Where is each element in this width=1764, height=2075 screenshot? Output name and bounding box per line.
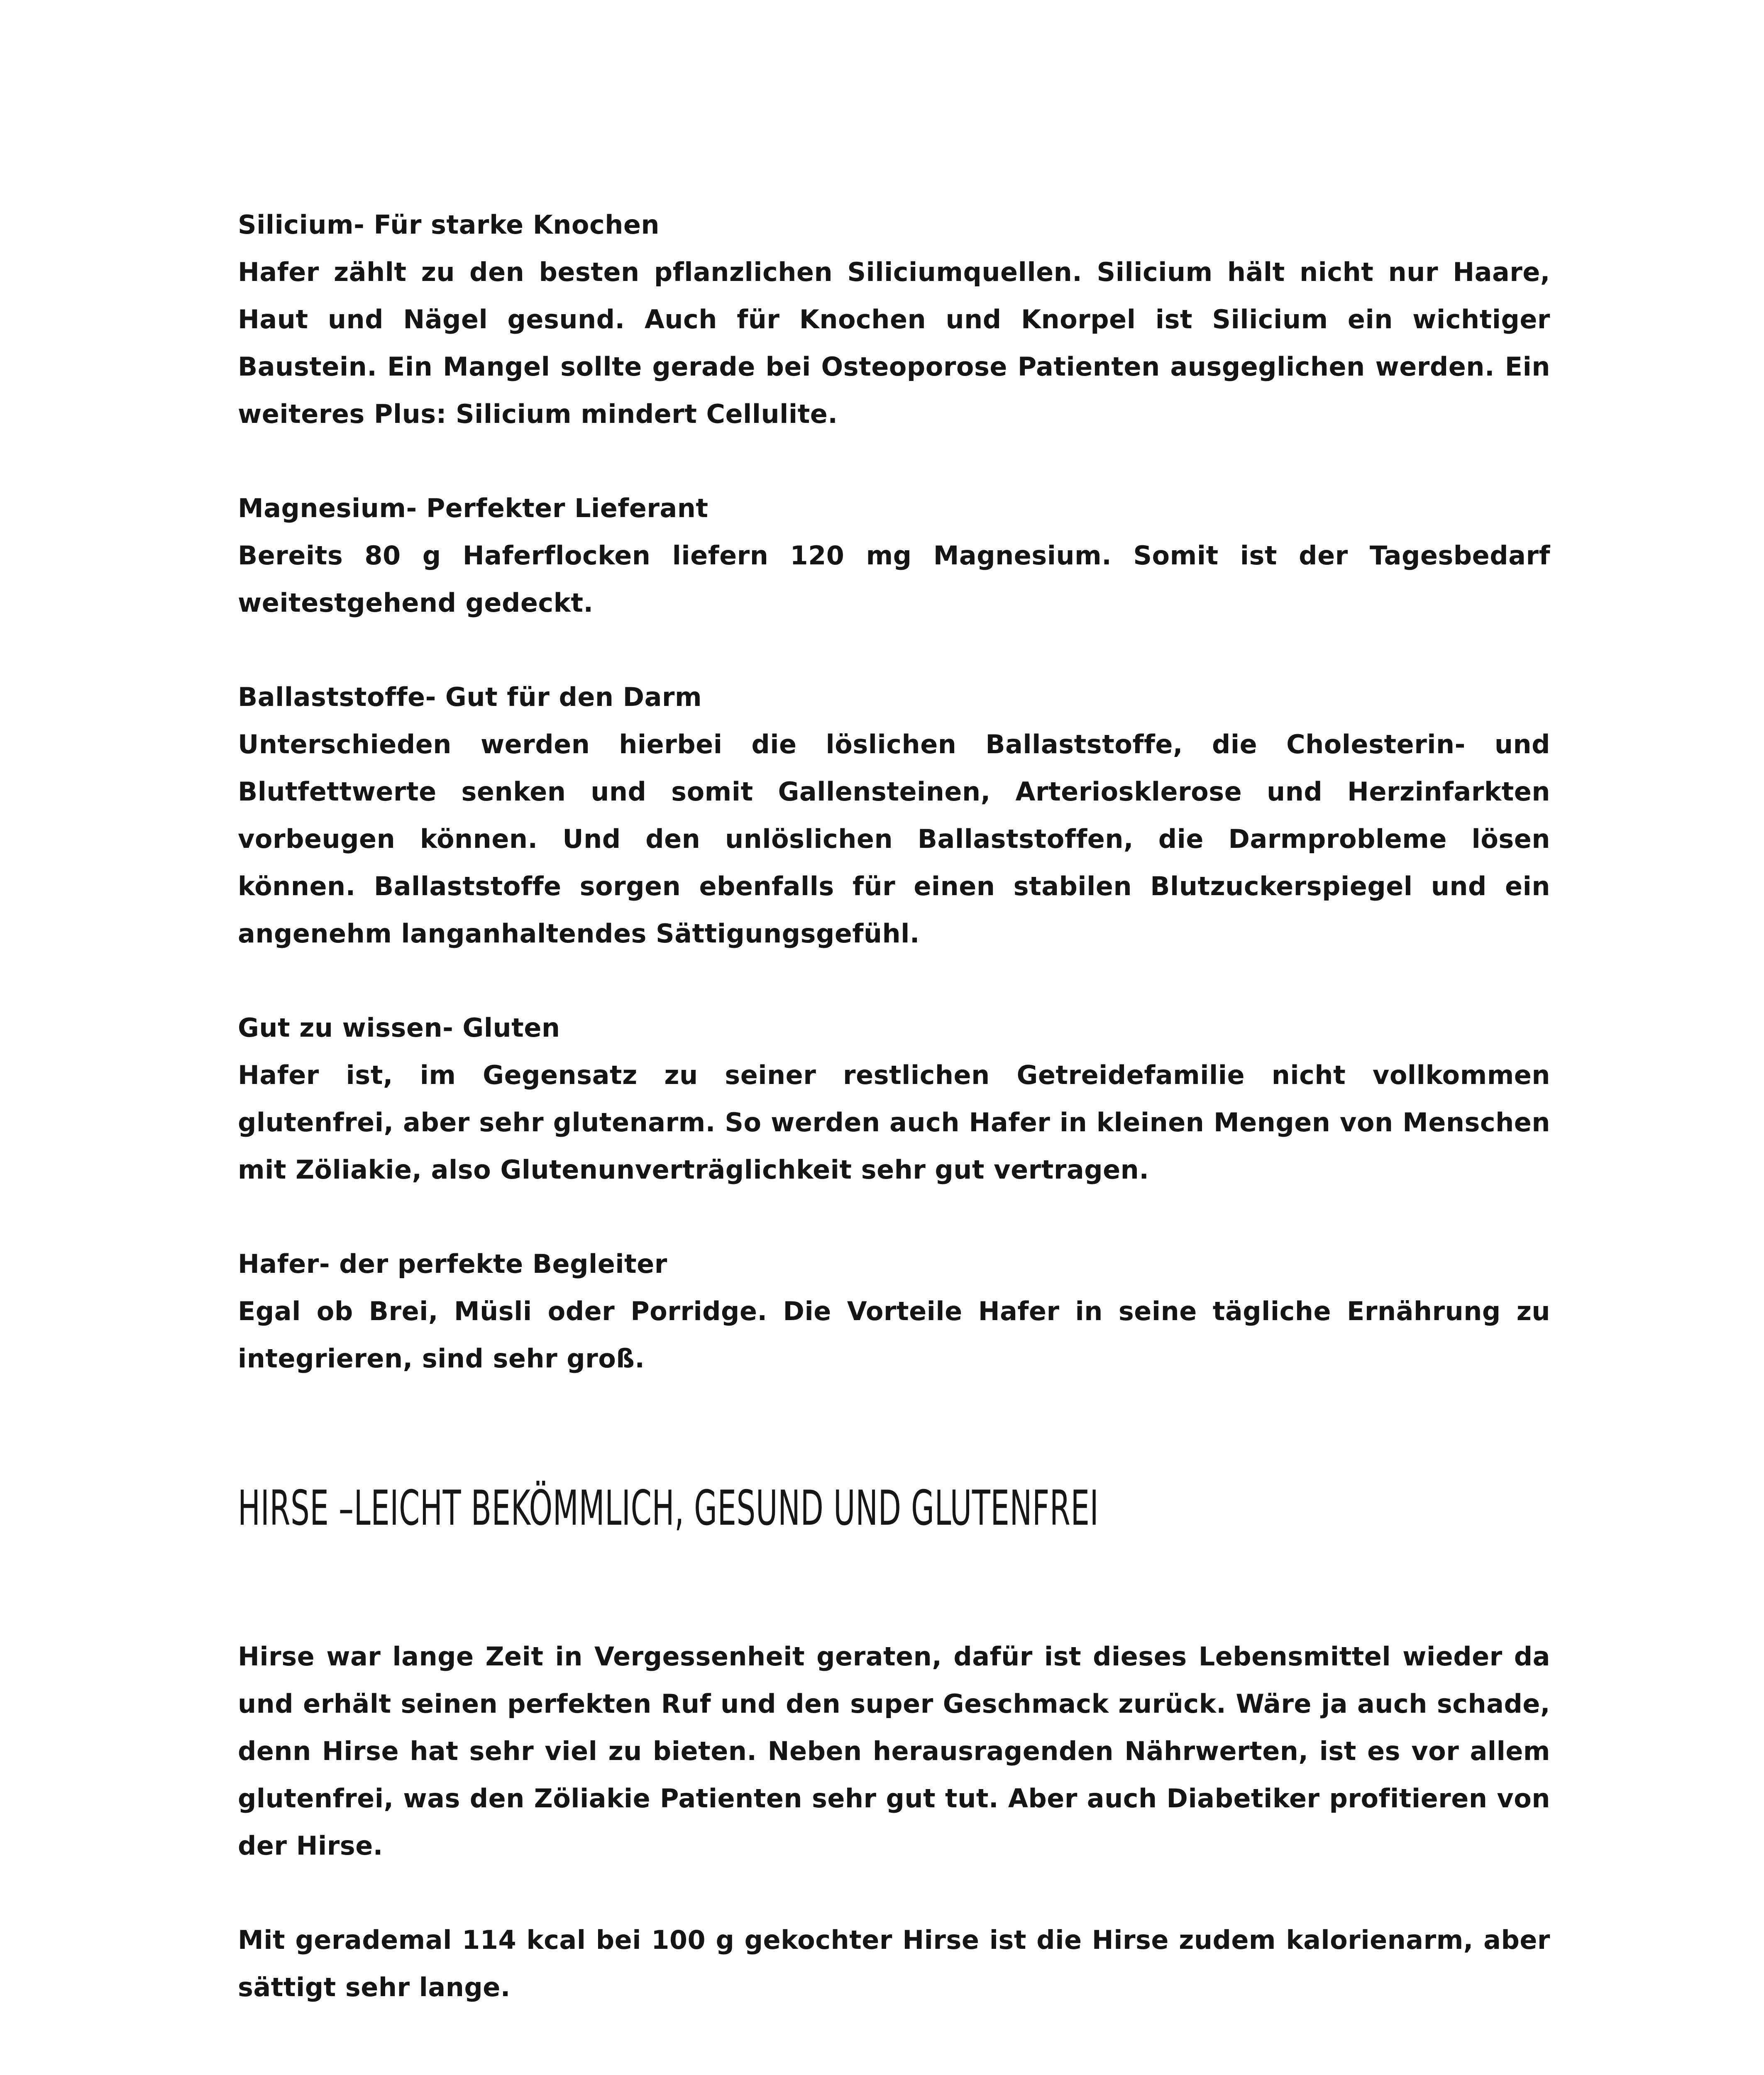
section-ballaststoffe — [238, 674, 1550, 957]
paragraph: Mit gerademal 114 kcal bei 100 g gekochter Hirse ist die Hirse zudem kalorienarm, aber sättigt sehr lange. — [238, 1925, 1550, 2002]
section-body: Egal ob Brei, Müsli oder Porridge. Die Vorteile Hafer in seine tägliche Ernährung zu integrieren, sind sehr groß. — [238, 1296, 1550, 1374]
chapter-heading: HIRSE –LEICHT BEKÖMMLICH, GESUND UND GLUTENFREI — [238, 1480, 1099, 1536]
section-body: Unterschieden werden hierbei die löslichen Ballaststoffe, die Cholesterin- und Blutfettwerte senken und somit Gallensteinen, Arteriosklerose und Herzinfarkten vorbeugen können. Und den unlöslichen Ballaststoffen, die Darmprobleme lösen können. Ballaststoffe sorgen ebenfalls für einen stabilen Blutzuckerspiegel und ein angenehm langanhaltendes Sättigungsgefühl. — [238, 729, 1550, 949]
section-heading: Silicium- Für starke Knochen — [238, 210, 660, 240]
section-heading: Hafer- der perfekte Begleiter — [238, 1249, 667, 1279]
section-magnesium — [238, 485, 1550, 627]
section-body: Bereits 80 g Haferflocken liefern 120 mg Magnesium. Somit ist der Tagesbedarf weitestgehend gedeckt. — [238, 540, 1550, 618]
hirse-intro — [238, 1633, 1550, 2058]
section-heading: Gut zu wissen- Gluten — [238, 1013, 560, 1043]
section-gluten — [238, 1004, 1550, 1194]
paragraph: Hirse war lange Zeit in Vergessenheit geraten, dafür ist dieses Lebensmittel wieder da und erhält seinen perfekten Ruf und den super Geschmack zurück. Wäre ja auch schade, denn Hirse hat sehr viel zu bieten. Neben herausragenden Nährwerten, ist es vor allem glutenfrei, was den Zöliakie Patienten sehr gut tut. Aber auch Diabetiker profitieren von der Hirse. — [238, 1641, 1550, 1861]
section-silicium — [238, 201, 1550, 438]
section-body: Hafer ist, im Gegensatz zu seiner restlichen Getreidefamilie nicht vollkommen glutenfrei, aber sehr glutenarm. So werden auch Hafer in kleinen Mengen von Menschen mit Zöliakie, also Glutenunverträglichkeit sehr gut vertragen. — [238, 1060, 1550, 1185]
section-heading: Ballaststoffe- Gut für den Darm — [238, 682, 702, 712]
nutrition-sections — [238, 201, 1550, 1429]
section-heading: Magnesium- Perfekter Lieferant — [238, 493, 709, 523]
section-body: Hafer zählt zu den besten pflanzlichen Siliciumquellen. Silicium hält nicht nur Haare, Haut und Nägel gesund. Auch für Knochen und Knorpel ist Silicium ein wichtiger Baustein. Ein Mangel sollte gerade bei Osteoporose Patienten ausgeglichen werden. Ein weiteres Plus: Silicium mindert Cellulite. — [238, 257, 1550, 429]
section-begleiter — [238, 1240, 1550, 1382]
